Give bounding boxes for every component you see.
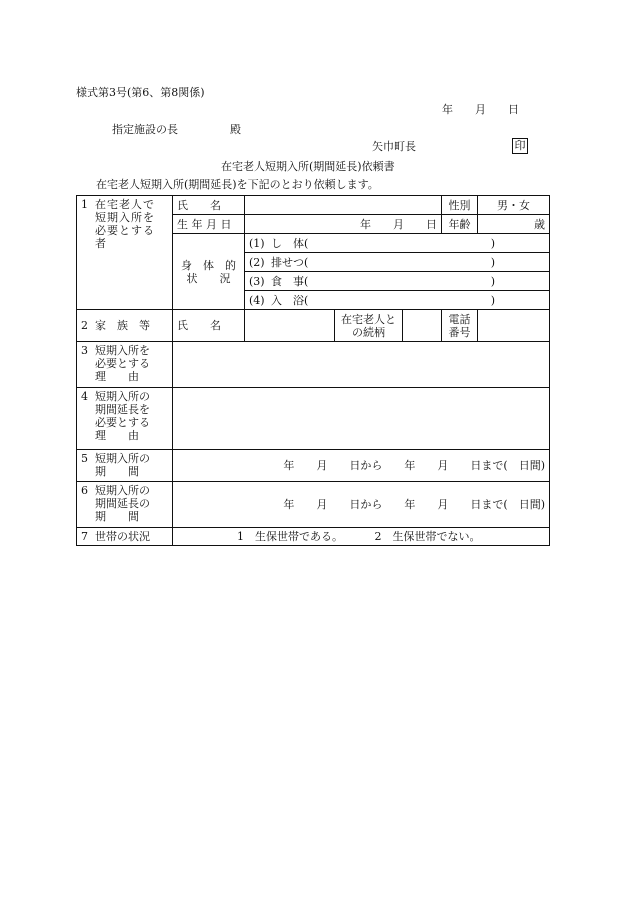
condition-num: (2) <box>249 255 265 269</box>
name-label: 氏 名 <box>177 198 221 212</box>
section1-row-name <box>77 196 550 215</box>
condition-field-1[interactable] <box>245 234 550 253</box>
section6-row <box>77 482 550 528</box>
condition-label: 入 浴( <box>271 293 309 307</box>
relation-label: 在宅老人との続柄 <box>341 312 396 339</box>
section7-label: 世帯の状況 <box>95 530 150 543</box>
physical-label-cell <box>173 234 245 310</box>
section4-label-cell <box>77 388 173 450</box>
page-title: 在宅老人短期入所(期間延長)依頼書 <box>221 160 395 173</box>
section6-label-line: 期間延長の <box>95 497 150 510</box>
section4-label-line: 短期入所の <box>95 390 150 403</box>
section2-number: 2 <box>81 319 88 332</box>
name-label-cell <box>173 196 245 215</box>
household-option-2[interactable]: 2 生保世帯でない。 <box>374 530 481 543</box>
relation-field[interactable] <box>403 310 442 342</box>
section2-row <box>77 310 550 342</box>
relation-label-cell <box>335 310 403 342</box>
section7-options-cell <box>173 528 550 546</box>
sender-name: 矢巾町長 <box>372 140 416 153</box>
section5-period: 年 月 日から 年 月 日まで( 日間) <box>283 459 546 472</box>
condition-close: ) <box>490 274 496 288</box>
section5-label-line: 期 間 <box>95 465 139 478</box>
section3-label-line: 短期入所を <box>95 344 150 357</box>
section5-number: 5 <box>81 452 88 465</box>
household-option-1[interactable]: 1 生保世帯である。 <box>237 530 343 543</box>
section7-label-cell <box>77 528 173 546</box>
family-name-label: 氏 名 <box>177 319 221 332</box>
condition-close: ) <box>490 293 496 307</box>
section5-label-cell <box>77 450 173 482</box>
section7-number: 7 <box>81 530 88 543</box>
section6-period-field[interactable] <box>173 482 550 528</box>
section5-period-field[interactable] <box>173 450 550 482</box>
addressee: 指定施設の長 <box>112 123 178 136</box>
gender-options-cell[interactable] <box>478 196 550 215</box>
condition-label: 排せつ( <box>271 255 309 269</box>
condition-close: ) <box>490 236 496 250</box>
age-unit: 歳 <box>534 217 546 231</box>
section1-label: 在宅老人で短期入所を必要とする者 <box>95 198 155 250</box>
section4-number: 4 <box>81 390 88 403</box>
condition-close: ) <box>490 255 496 269</box>
section4-label-line: 理 由 <box>95 429 139 442</box>
request-form-table <box>76 195 550 546</box>
age-field[interactable] <box>478 215 550 234</box>
section2-label: 家 族 等 <box>95 319 150 332</box>
dob-field[interactable] <box>245 215 442 234</box>
phone-field[interactable] <box>478 310 550 342</box>
section6-number: 6 <box>81 484 88 497</box>
phone-label: 電話番号 <box>448 312 471 339</box>
physical-label-1: 身 体 的 <box>181 258 236 272</box>
age-label: 年齢 <box>448 217 471 231</box>
section6-label-cell <box>77 482 173 528</box>
section3-label-cell <box>77 342 173 388</box>
section3-reason-field[interactable] <box>173 342 550 388</box>
name-field[interactable] <box>245 196 442 215</box>
section6-label-line: 期 間 <box>95 510 139 523</box>
section6-label-line: 短期入所の <box>95 484 150 497</box>
phone-label-cell <box>442 310 478 342</box>
section3-number: 3 <box>81 344 88 357</box>
section5-row <box>77 450 550 482</box>
gender-options: 男・女 <box>497 198 531 212</box>
section4-label-line: 必要とする <box>95 416 150 429</box>
section3-row <box>77 342 550 388</box>
honorific: 殿 <box>230 123 241 136</box>
section3-label-line: 理 由 <box>95 370 139 383</box>
section2-label-cell <box>77 310 173 342</box>
condition-field-3[interactable] <box>245 272 550 291</box>
condition-num: (1) <box>249 236 265 250</box>
section3-label-line: 必要とする <box>95 357 150 370</box>
section6-period: 年 月 日から 年 月 日まで( 日間) <box>283 498 546 511</box>
condition-field-2[interactable] <box>245 253 550 272</box>
section7-row <box>77 528 550 546</box>
date-line: 年 月 日 <box>442 103 519 116</box>
seal-box: 印 <box>512 138 528 154</box>
section4-row <box>77 388 550 450</box>
section1-number: 1 <box>81 198 88 211</box>
physical-label-2: 状 況 <box>186 271 231 285</box>
condition-field-4[interactable] <box>245 291 550 310</box>
section5-label-line: 短期入所の <box>95 452 150 465</box>
section4-reason-field[interactable] <box>173 388 550 450</box>
condition-num: (3) <box>249 274 265 288</box>
family-name-label-cell <box>173 310 245 342</box>
dob-label: 生 年 月 日 <box>177 217 232 231</box>
section1-label-cell <box>77 196 173 310</box>
dob-value: 年 月 日 <box>360 217 438 231</box>
family-name-field[interactable] <box>245 310 335 342</box>
gender-label-cell <box>442 196 478 215</box>
condition-num: (4) <box>249 293 265 307</box>
section4-label-line: 期間延長を <box>95 403 150 416</box>
intro-text: 在宅老人短期入所(期間延長)を下記のとおり依頼します。 <box>96 178 379 191</box>
form-number: 様式第3号(第6、第8関係) <box>76 86 205 99</box>
age-label-cell <box>442 215 478 234</box>
condition-label: 食 事( <box>271 274 309 288</box>
condition-label: し 体( <box>271 236 309 250</box>
dob-label-cell <box>173 215 245 234</box>
gender-label: 性別 <box>448 198 471 212</box>
